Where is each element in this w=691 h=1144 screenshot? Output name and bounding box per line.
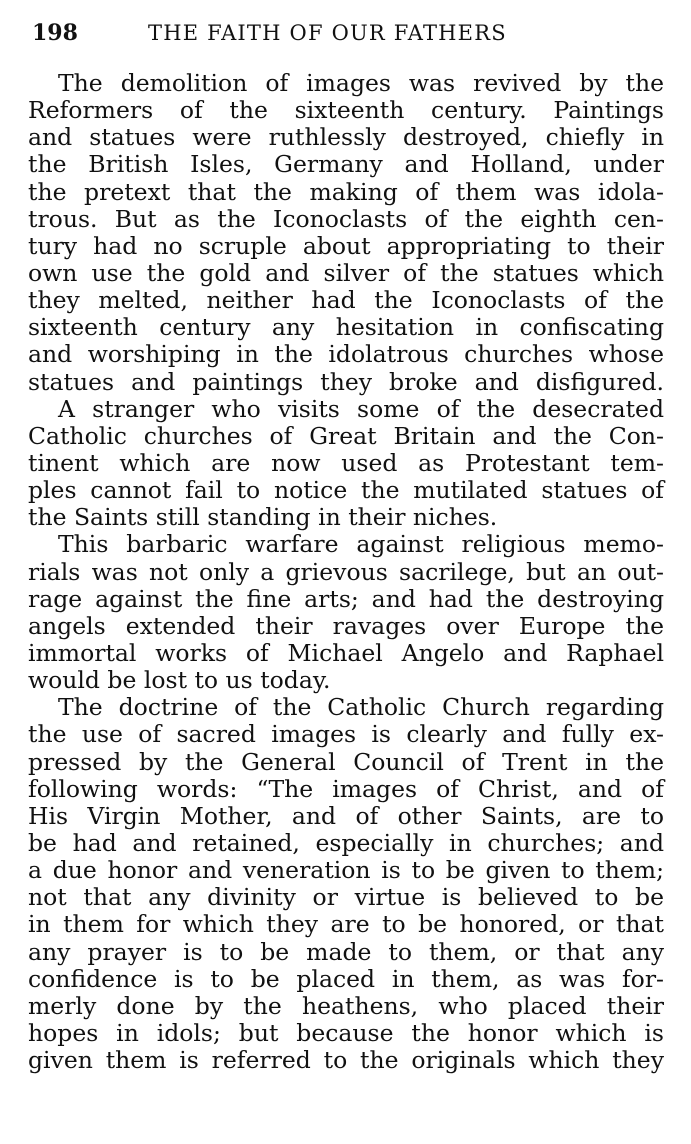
text-line: merly done by the heathens, who placed their [28,991,664,1020]
text-line: the use of sacred images is clearly and fully ex- [28,720,664,749]
text-line: The demolition of images was revived by the [58,69,664,97]
text-line: own use the gold and silver of the statues which [28,258,664,287]
text-line: rials was not only a grievous sacrilege, but an out- [28,557,664,586]
page-header [32,16,662,50]
text-line: The doctrine of the Catholic Church regarding [58,693,664,722]
text-line: would be lost to us today. [28,666,331,695]
text-line: A stranger who visits some of the desecrated [58,394,664,423]
text-line: pressed by the General Council of Trent in the [28,747,664,776]
text-line: and worshiping in the idolatrous churches whose [28,340,664,369]
text-line: a due honor and veneration is to be given to them; [28,856,664,885]
text-line: angels extended their ravages over Europe the [28,611,664,640]
body-text [28,70,664,1074]
text-line: ples cannot fail to notice the mutilated statues of [28,476,664,505]
text-line: the British Isles, Germany and Holland, under [28,150,664,179]
text-line: the Saints still standing in their niches. [28,503,498,532]
text-line: rage against the fine arts; and had the destroying [28,584,664,613]
text-line: tinent which are now used as Protestant tem- [28,448,664,477]
text-line: they melted, neither had the Iconoclasts of the [28,286,664,315]
text-line: not that any divinity or virtue is believed to be [28,883,664,912]
running-title: THE FAITH OF OUR FATHERS [148,21,507,45]
text-line: any prayer is to be made to them, or that any [28,937,664,966]
text-line: given them is referred to the originals which they [28,1046,664,1075]
text-line: hopes in idols; but because the honor which is [28,1018,664,1047]
page-number: 198 [32,20,78,46]
text-line: confidence is to be placed in them, as was for- [28,964,664,993]
text-line: in them for which they are to be honored, or that [28,910,664,939]
text-line: Reformers of the sixteenth century. Paintings [28,96,664,125]
text-line: sixteenth century any hesitation in confiscating [28,313,664,342]
text-line: statues and paintings they broke and disfigured. [28,367,664,396]
text-line: This barbaric warfare against religious memo- [58,530,664,559]
text-line: tury had no scruple about appropriating to their [28,231,664,260]
text-line: His Virgin Mother, and of other Saints, are to [28,801,664,830]
text-line: and statues were ruthlessly destroyed, chiefly in [28,123,664,152]
text-line: Catholic churches of Great Britain and the Con- [28,421,664,450]
text-line: trous. But as the Iconoclasts of the eighth cen- [28,204,664,233]
text-line: immortal works of Michael Angelo and Raphael [28,638,664,667]
text-line: be had and retained, especially in churches; and [28,828,664,857]
text-line: following words: “The images of Christ, and of [28,774,664,803]
text-line: the pretext that the making of them was idola- [28,177,664,206]
